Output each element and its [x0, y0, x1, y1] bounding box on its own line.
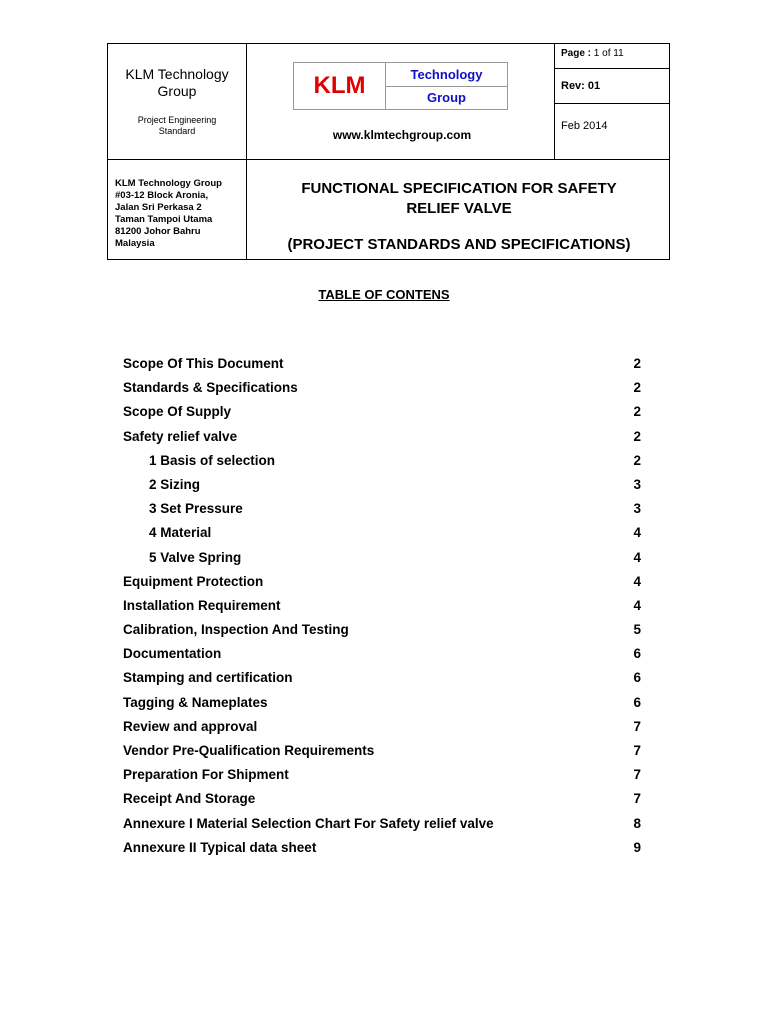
toc-entry-label: Annexure II Typical data sheet: [123, 839, 317, 855]
toc-subentry[interactable]: [123, 522, 641, 546]
revision-cell: [555, 69, 669, 103]
company-address: [115, 178, 222, 250]
toc-subentry[interactable]: [123, 474, 641, 498]
toc-entry-page: 5: [633, 622, 641, 638]
address-line: Taman Tampoi Utama: [115, 214, 213, 225]
document-title-line1: FUNCTIONAL SPECIFICATION FOR SAFETY: [301, 180, 617, 197]
toc-entry-page: 2: [633, 452, 641, 468]
toc-entry-page: 2: [633, 356, 641, 371]
toc-entry-page: 8: [633, 815, 641, 831]
toc-entry[interactable]: [123, 619, 641, 643]
toc-entry-page: 2: [633, 380, 641, 396]
klm-logo: [293, 62, 508, 110]
address-line: 81200 Johor Bahru: [115, 226, 201, 237]
toc-entry-label: Documentation: [123, 646, 222, 662]
toc-entry-label: Stamping and certification: [123, 670, 293, 686]
toc-entry[interactable]: [123, 740, 641, 764]
toc-entry[interactable]: [123, 426, 641, 450]
toc-entry-page: 2: [633, 428, 641, 444]
toc-entry-page: 6: [633, 694, 641, 710]
toc-entry-page: 9: [633, 839, 641, 855]
toc-entry[interactable]: [123, 667, 641, 691]
toc-entry-label: Installation Requirement: [123, 597, 281, 613]
toc-entry-label: Safety relief valve: [123, 428, 238, 444]
toc-entry-page: 6: [633, 670, 641, 686]
toc-entry[interactable]: [123, 692, 641, 716]
toc-entry[interactable]: [123, 764, 641, 788]
page-value: 1 of 11: [593, 48, 624, 59]
toc-entry-page: 4: [633, 549, 641, 565]
website-url: www.klmtechgroup.com: [332, 128, 472, 142]
toc-entry[interactable]: [123, 377, 641, 401]
address-line: KLM Technology Group: [115, 178, 222, 189]
address-cell: [108, 160, 246, 259]
toc-entry-label: Scope Of Supply: [123, 404, 232, 420]
page-number-cell: [555, 44, 669, 68]
logo-cell: [247, 44, 554, 159]
page-label: Page :: [561, 48, 592, 59]
toc-entry-label: Tagging & Nameplates: [123, 694, 268, 710]
toc-entry-label: Annexure I Material Selection Chart For Safety relief valve: [123, 815, 494, 831]
logo-group-text: Group: [427, 90, 466, 106]
company-cell: [108, 44, 246, 159]
document-title-line2: RELIEF VALVE: [406, 200, 512, 217]
toc-entry-label: Receipt And Storage: [123, 791, 256, 807]
document-title-line3: (PROJECT STANDARDS AND SPECIFICATIONS): [287, 236, 631, 253]
toc-subentry[interactable]: [123, 450, 641, 474]
address-line: Malaysia: [115, 238, 155, 249]
address-line: #03-12 Block Aronia,: [115, 190, 209, 201]
toc-entry-label: 2 Sizing: [149, 476, 201, 492]
toc-subentry[interactable]: [123, 498, 641, 522]
company-name: KLM Technology Group: [125, 66, 229, 99]
toc-entry-label: 3 Set Pressure: [149, 501, 243, 517]
toc-entry-label: Vendor Pre-Qualification Requirements: [123, 743, 375, 758]
toc-entry[interactable]: [123, 643, 641, 667]
toc-entry-page: 7: [633, 743, 641, 758]
title-cell: [247, 160, 671, 259]
revision-text: Rev: 01: [561, 80, 601, 92]
toc-heading: TABLE OF CONTENS: [318, 287, 450, 302]
toc-entry[interactable]: [123, 837, 641, 861]
document-header-table: [107, 43, 670, 260]
toc-entry-page: 7: [633, 767, 641, 783]
issue-date: Feb 2014: [561, 120, 608, 132]
toc-entry[interactable]: [123, 813, 641, 837]
table-of-contents: [123, 353, 641, 861]
toc-entry[interactable]: [123, 353, 641, 377]
company-subtitle: Project Engineering Standard: [137, 115, 217, 136]
toc-entry-page: 7: [633, 791, 641, 807]
logo-klm-text: KLM: [294, 63, 386, 109]
toc-entry-page: 3: [633, 476, 641, 492]
toc-subentry[interactable]: [123, 547, 641, 571]
toc-entry[interactable]: [123, 571, 641, 595]
toc-entry[interactable]: [123, 401, 641, 425]
toc-entry-label: Preparation For Shipment: [123, 767, 289, 783]
toc-entry[interactable]: [123, 595, 641, 619]
toc-entry-label: 5 Valve Spring: [149, 549, 242, 565]
toc-entry-label: Calibration, Inspection And Testing: [123, 622, 349, 638]
toc-entry-page: 4: [633, 525, 641, 541]
toc-entry-page: 6: [633, 646, 641, 662]
toc-entry-page: 4: [633, 573, 641, 589]
toc-entry-page: 2: [633, 404, 641, 420]
toc-entry[interactable]: [123, 716, 641, 740]
toc-entry[interactable]: [123, 788, 641, 812]
toc-entry-label: Review and approval: [123, 718, 258, 734]
logo-technology-text: Technology: [386, 63, 507, 87]
toc-entry-page: 3: [633, 501, 641, 517]
toc-entry-label: Scope Of This Document: [123, 356, 284, 371]
toc-entry-page: 7: [633, 718, 641, 734]
address-line: Jalan Sri Perkasa 2: [115, 202, 202, 213]
toc-entry-label: Standards & Specifications: [123, 380, 298, 396]
toc-entry-label: Equipment Protection: [123, 573, 264, 589]
date-cell: [555, 104, 669, 159]
toc-entry-label: 1 Basis of selection: [149, 452, 276, 468]
toc-entry-label: 4 Material: [149, 525, 212, 541]
toc-entry-page: 4: [633, 597, 641, 613]
